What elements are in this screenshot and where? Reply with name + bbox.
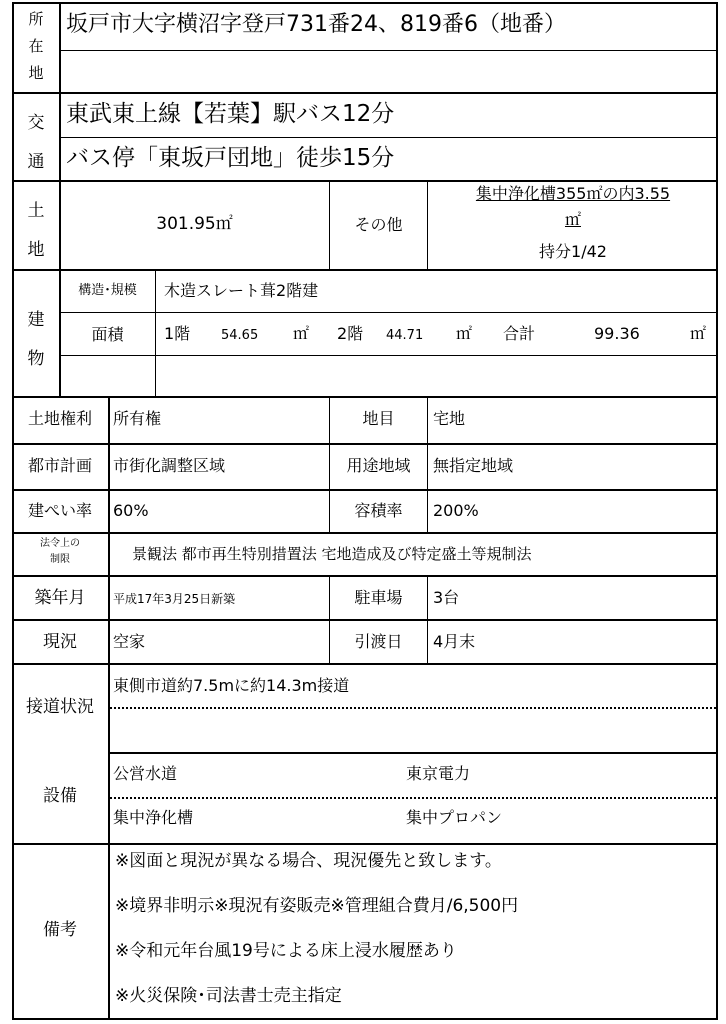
divider [108,752,718,754]
parking-label: 駐車場 [354,588,403,607]
facility-gas: 集中プロパン [406,808,503,827]
building-structure-label: 構造･規模 [78,283,137,298]
legal-label-line-2: 制限 [50,554,70,565]
land-label-char: 土 [27,201,45,221]
handover-value: 4月末 [433,632,476,651]
road-value: 東側市道約7.5mに約14.3m接道 [113,676,350,695]
building-unit-1: ㎡ [293,324,310,343]
land-other-label: その他 [354,215,403,234]
remark-item: ※図面と現況が異なる場合、現況優先と致します。 [115,851,502,871]
building-structure-value: 木造スレート葺2階建 [164,281,319,300]
divider [60,355,717,356]
transport-label-char: 通 [27,152,45,172]
divider [12,269,718,271]
facility-electric: 東京電力 [406,764,471,783]
divider [12,843,718,845]
far-label: 容積率 [354,501,403,520]
divider [12,396,718,398]
parking-value: 3台 [433,588,460,607]
divider [60,137,717,138]
building-label-char: 物 [27,349,45,369]
transport-label-char: 交 [27,113,45,133]
zoning-label: 用途地域 [346,456,411,475]
building-floor2-label: 2階 [337,324,364,343]
building-floor2-value: 44.71 [386,328,424,343]
remark-item: ※火災保険･司法書士売主指定 [115,986,342,1006]
address-label-char: 地 [28,64,44,82]
land-other-line-2: ㎡ [564,210,581,229]
land-rights-label: 土地権利 [27,409,92,428]
land-area: 301.95㎡ [156,214,233,234]
facilities-label: 設備 [43,786,77,806]
divider [12,443,718,445]
facility-water: 公営水道 [113,764,178,783]
coverage-label: 建ぺい率 [27,501,92,520]
road-label: 接道状況 [26,697,94,717]
divider [12,489,718,491]
land-category-value: 宅地 [433,409,466,428]
building-area-label: 面積 [91,325,124,344]
address-label-char: 在 [28,37,44,55]
divider [12,575,718,577]
status-value: 空家 [113,632,146,651]
divider [60,50,717,51]
building-total-value: 99.36 [594,324,640,343]
dotted-divider [110,707,716,709]
divider [12,180,718,182]
transport-label [13,108,59,172]
handover-label: 引渡日 [354,632,403,651]
divider [12,92,718,94]
land-label-char: 地 [27,240,45,260]
city-plan-label: 都市計画 [27,456,92,475]
built-value: 平成17年3月25日新築 [113,592,236,606]
divider [427,575,428,663]
coverage-value: 60% [113,501,149,520]
land-other-line-3: 持分1/42 [539,242,607,261]
land-rights-value: 所有権 [113,409,162,428]
transport-line-1: 東武東上線【若葉】駅バス12分 [66,101,395,127]
building-floor1-label: 1階 [164,324,191,343]
dotted-divider [110,797,716,799]
building-total-label: 合計 [503,324,536,343]
far-value: 200% [433,501,479,520]
divider [12,663,718,665]
address-label-char: 所 [28,10,44,28]
address-label [13,8,59,83]
building-unit-2: ㎡ [456,324,473,343]
divider [60,312,717,313]
legal-label-line-1: 法令上の [40,538,80,549]
status-label: 現況 [43,632,77,652]
legal-value: 景観法 都市再生特別措置法 宅地造成及び特定盛土等規制法 [132,545,532,563]
remarks-label: 備考 [43,920,77,940]
building-label [13,305,59,369]
remark-item: ※令和元年台風19号による床上浸水履歴あり [115,941,457,961]
built-label: 築年月 [34,588,86,608]
facility-sewage: 集中浄化槽 [113,808,194,827]
divider [12,532,718,534]
city-plan-value: 市街化調整区域 [113,456,226,475]
land-label [13,196,59,260]
land-category-label: 地目 [362,409,395,428]
divider [12,619,718,621]
building-unit-3: ㎡ [690,324,707,343]
building-floor1-value: 54.65 [221,328,259,343]
divider [427,396,428,532]
remark-item: ※境界非明示※現況有姿販売※管理組合費月/6,500円 [115,896,519,916]
land-other-line-1: 集中浄化槽355㎡の内3.55 [475,184,671,203]
address-value: 坂戸市大字横沼字登戸731番24、819番6（地番） [66,12,566,37]
divider [155,269,156,396]
zoning-value: 無指定地域 [433,456,514,475]
building-label-char: 建 [27,310,45,330]
transport-line-2: バス停「東坂戸団地」徒歩15分 [66,145,395,171]
